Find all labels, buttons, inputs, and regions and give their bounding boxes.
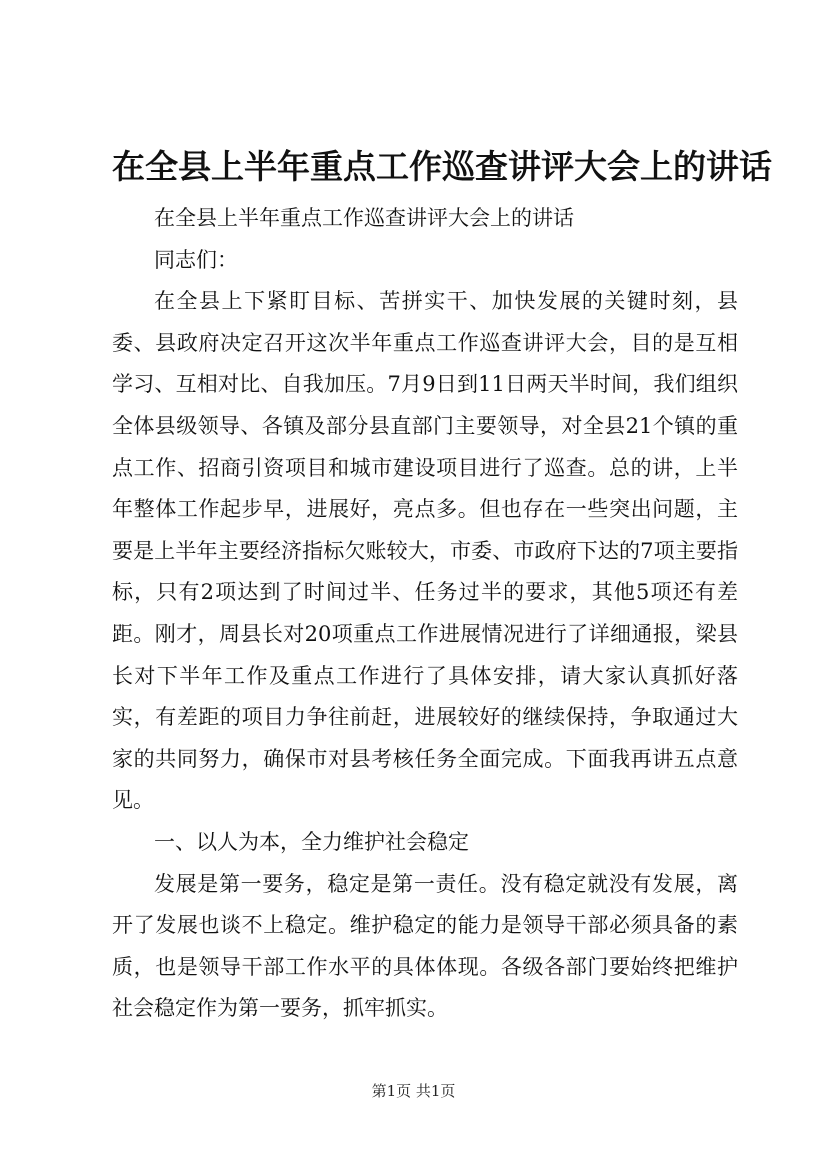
document-title: 在全县上半年重点工作巡查讲评大会上的讲话 [112,147,772,186]
section-1-paragraph: 发展是第一要务，稳定是第一责任。没有稳定就没有发展，离开了发展也谈不上稳定。维护稳定的能力是领导干部必须具备的素质，也是领导干部工作水平的具体体现。各级各部门要始终把维护社会稳定作为第一要务，抓牢抓实。 [112,871,738,1021]
subtitle-paragraph: 在全县上半年重点工作巡查讲评大会上的讲话 [154,206,574,230]
salutation-paragraph: 同志们： [154,247,238,272]
document-body [112,198,738,1030]
page-number-footer: 第1页 共1页 [371,1082,456,1100]
intro-paragraph: 在全县上下紧盯目标、苦拼实干、加快发展的关键时刻，县委、县政府决定召开这次半年重点工作巡查讲评大会，目的是互相学习、互相对比、自我加压。7月9日到11日两天半时间，我们组织全体县级领导、各镇及部分县直部门主要领导，对全县21个镇的重点工作、招商引资项目和城市建设项目进行了巡查。总的讲，上半年整体工作起步早，进展好，亮点多。但也存在一些突出问题，主要是上半年主要经济指标欠账较大，市委、市政府下达的7项主要指标，只有2项达到了时间过半、任务过半的要求，其他5项还有差距。刚才，周县长对20项重点工作进展情况进行了详细通报，梁县长对下半年工作及重点工作进行了具体安排，请大家认真抓好落实，有差距的项目力争往前赶，进展较好的继续保持，争取通过大家的共同努力，确保市对县考核任务全面完成。下面我再讲五点意见。 [112,289,738,813]
section-heading-1: 一、以人为本，全力维护社会稳定 [154,829,469,854]
